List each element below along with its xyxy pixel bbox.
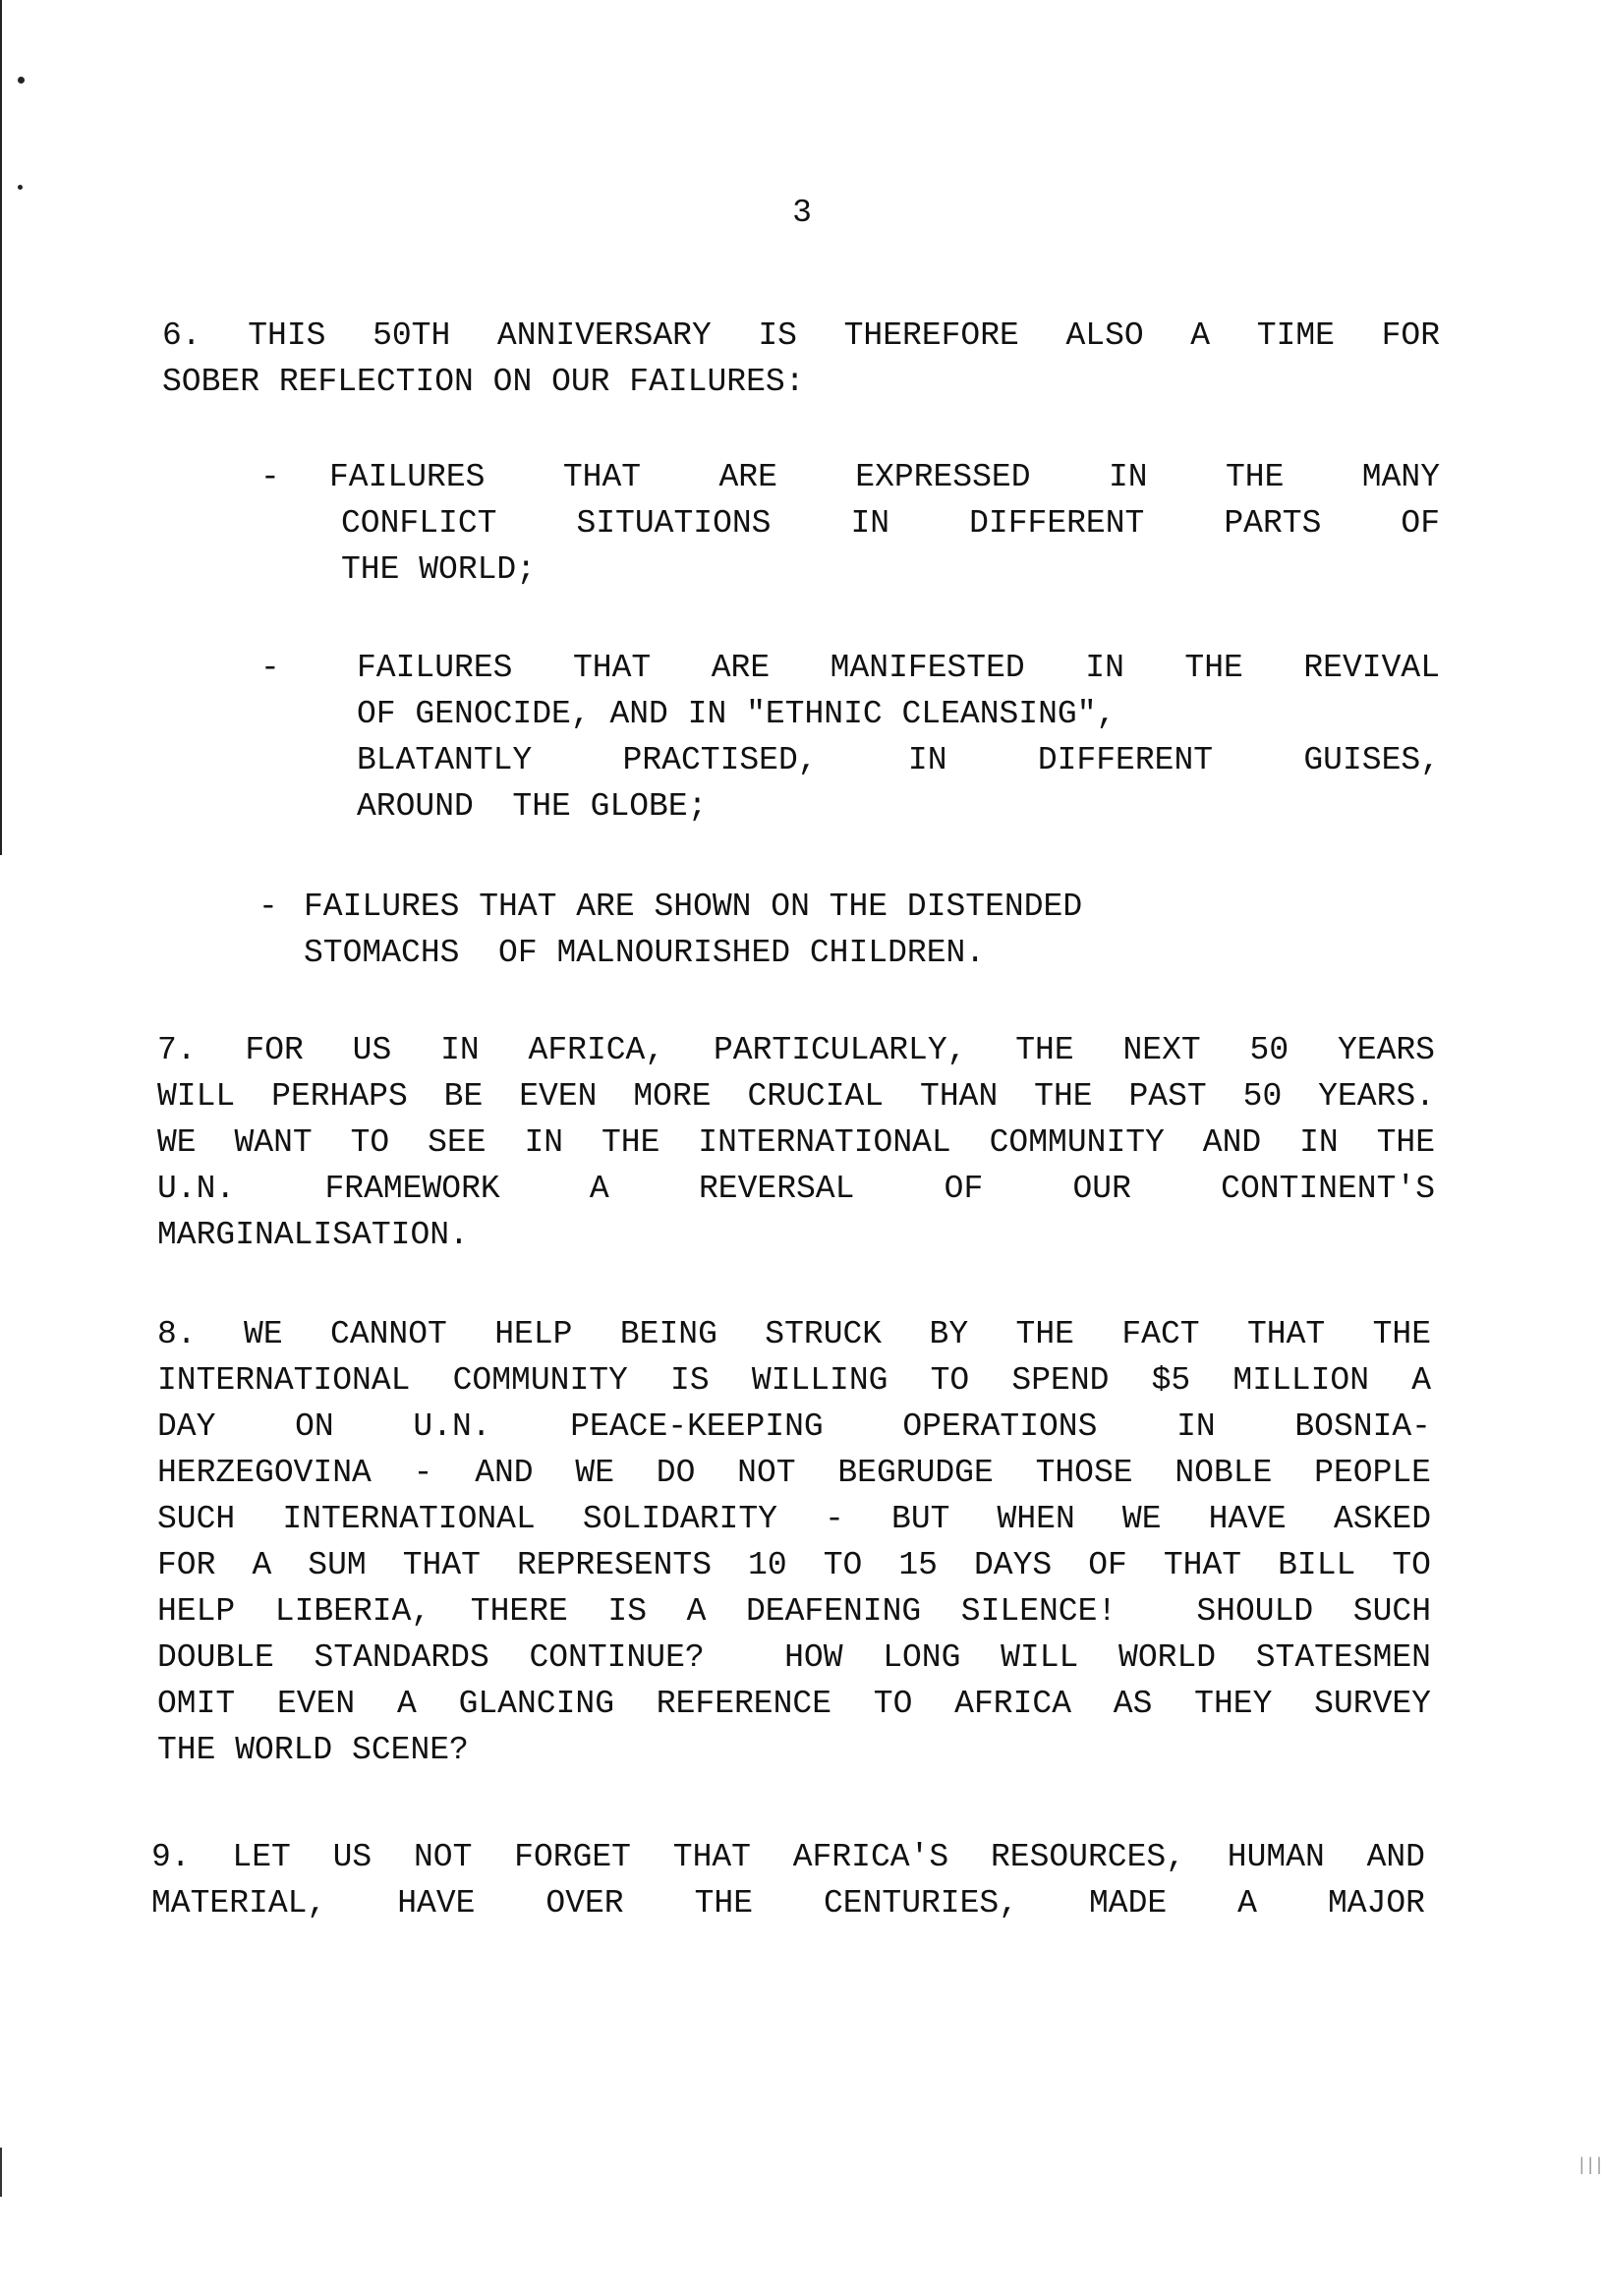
page-number: 3 [792, 195, 812, 231]
bullet-dash: - [260, 650, 280, 686]
paragraph-9 [151, 1834, 1425, 1926]
paragraph-line: MARGINALISATION. [157, 1217, 469, 1253]
paragraph-8 [157, 1311, 1431, 1773]
scan-speck [18, 77, 25, 84]
scan-mark: ||| [1576, 2156, 1603, 2176]
scan-speck [18, 185, 23, 190]
bullet-dash: - [258, 889, 278, 925]
paragraph-line: WE WANT TO SEE IN THE INTERNATIONAL COMMUNITY AND IN THE [157, 1124, 1435, 1161]
bullet-line: AROUND THE GLOBE; [357, 788, 708, 825]
paragraph-line: U.N. FRAMEWORK A REVERSAL OF OUR CONTINENT'S [157, 1171, 1435, 1207]
paragraph-line: OMIT EVEN A GLANCING REFERENCE TO AFRICA AS THEY SURVEY [157, 1686, 1431, 1722]
bullet-line: FAILURES THAT ARE SHOWN ON THE DISTENDED [304, 889, 1083, 925]
bullet-dash: - [260, 459, 280, 495]
scan-edge-line-bottom [0, 2148, 2, 2197]
bullet-line: FAILURES THAT ARE MANIFESTED IN THE REVIVAL [357, 650, 1440, 686]
paragraph-line: 6. THIS 50TH ANNIVERSARY IS THEREFORE ALSO A TIME FOR [162, 317, 1440, 354]
bullet-line: CONFLICT SITUATIONS IN DIFFERENT PARTS OF [341, 505, 1440, 542]
paragraph-line: SUCH INTERNATIONAL SOLIDARITY - BUT WHEN WE HAVE ASKED [157, 1501, 1431, 1537]
paragraph-line: HELP LIBERIA, THERE IS A DEAFENING SILENCE! SHOULD SUCH [157, 1593, 1431, 1630]
bullet-line: OF GENOCIDE, AND IN "ETHNIC CLEANSING", [357, 696, 1117, 732]
paragraph-line: MATERIAL, HAVE OVER THE CENTURIES, MADE A MAJOR [151, 1885, 1425, 1922]
paragraph-6 [162, 313, 1440, 405]
paragraph-line: 7. FOR US IN AFRICA, PARTICULARLY, THE NEXT 50 YEARS [157, 1032, 1435, 1068]
scan-edge-line [0, 0, 2, 855]
paragraph-line: THE WORLD SCENE? [157, 1732, 469, 1768]
paragraph-line: HERZEGOVINA - AND WE DO NOT BEGRUDGE THOSE NOBLE PEOPLE [157, 1455, 1431, 1491]
paragraph-line: WILL PERHAPS BE EVEN MORE CRUCIAL THAN THE PAST 50 YEARS. [157, 1078, 1435, 1115]
bullet-line: BLATANTLY PRACTISED, IN DIFFERENT GUISES, [357, 742, 1440, 778]
paragraph-line: INTERNATIONAL COMMUNITY IS WILLING TO SPEND $5 MILLION A [157, 1362, 1431, 1399]
paragraph-line: DOUBLE STANDARDS CONTINUE? HOW LONG WILL WORLD STATESMEN [157, 1639, 1431, 1676]
paragraph-line: FOR A SUM THAT REPRESENTS 10 TO 15 DAYS OF THAT BILL TO [157, 1547, 1431, 1583]
bullet-line: THE WORLD; [341, 551, 537, 588]
bullet-line: STOMACHS OF MALNOURISHED CHILDREN. [304, 935, 986, 971]
paragraph-line: SOBER REFLECTION ON OUR FAILURES: [162, 364, 805, 400]
paragraph-line: DAY ON U.N. PEACE-KEEPING OPERATIONS IN BOSNIA- [157, 1408, 1431, 1445]
paragraph-line: 9. LET US NOT FORGET THAT AFRICA'S RESOURCES, HUMAN AND [151, 1839, 1425, 1875]
paragraph-7 [157, 1027, 1435, 1258]
paragraph-line: 8. WE CANNOT HELP BEING STRUCK BY THE FACT THAT THE [157, 1316, 1431, 1352]
bullet-line: FAILURES THAT ARE EXPRESSED IN THE MANY [329, 459, 1440, 495]
